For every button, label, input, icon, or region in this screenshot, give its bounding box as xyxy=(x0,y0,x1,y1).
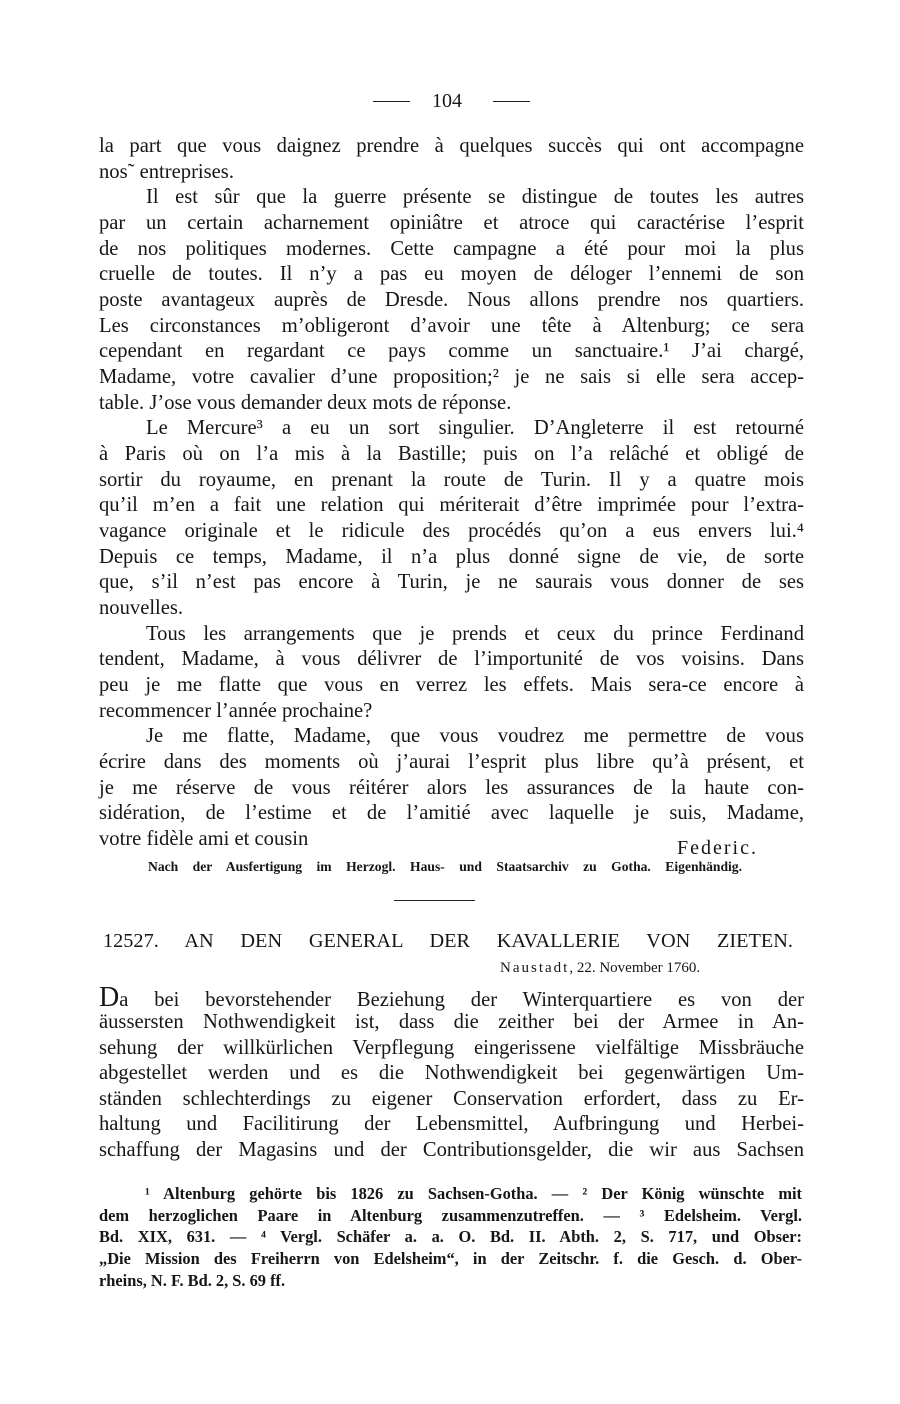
drop-cap: D xyxy=(99,982,120,1013)
page-number: 104 xyxy=(432,90,462,112)
footnote-line: ¹ Altenburg gehörte bis 1826 zu Sachsen-Gotha. — ² Der König wünschte mit xyxy=(145,1184,802,1203)
letter2-heading: 12527. AN DEN GENERAL DER KAVALLERIE VON ZIETEN. xyxy=(103,930,793,952)
letter1-line: sortir du royaume, en prenant la route de Turin. Il y a quatre mois xyxy=(99,469,804,491)
source-note: Nach der Ausfertigung im Herzogl. Haus- und Staatsarchiv zu Gotha. Eigenhändig. xyxy=(148,859,742,874)
letter2-line: abgestellet werden und es die Nothwendigkeit bei gegenwärtigen Um- xyxy=(99,1062,804,1084)
letter1-line: Madame, votre cavalier d’une proposition;² je ne sais si elle sera accep- xyxy=(99,366,804,388)
letter1-line: qu’il m’en a fait une relation qui mériterait d’être imprimée pour l’extra- xyxy=(99,494,804,516)
letter1-line: Depuis ce temps, Madame, il n’a plus donné signe de vie, de sorte xyxy=(99,546,804,568)
letter1-line: Le Mercure³ a eu un sort singulier. D’Angleterre il est retourné xyxy=(146,417,804,439)
letter2-line: haltung und Facilitirung der Lebensmittel, Aufbringung und Herbei- xyxy=(99,1113,804,1135)
footnote-line: Bd. XIX, 631. — ⁴ Vergl. Schäfer a. a. O. Bd. II. Abth. 2, S. 717, und Obser: xyxy=(99,1227,802,1246)
letter1-line: votre fidèle ami et cousin xyxy=(99,828,309,850)
letter1-line: écrire dans des moments où j’aurai l’esprit plus libre qu’à présent, et xyxy=(99,751,804,773)
letter2-dateline xyxy=(500,961,700,976)
letter1-line: recommencer l’année prochaine? xyxy=(99,700,373,722)
letter2-line: sehung der willkürlichen Verpflegung eingerissene vielfältige Missbräuche xyxy=(99,1037,804,1059)
letter1-line: de nos politiques modernes. Cette campagne a été pour moi la plus xyxy=(99,238,804,260)
letter2-line: ständen schlechterdings zu eigener Conservation erfordert, dass zu Er- xyxy=(99,1088,804,1110)
letter1-line: que, s’il n’est pas encore à Turin, je ne saurais vous donner de ses xyxy=(99,571,804,593)
letter1-line: la part que vous daignez prendre à quelques succès qui ont accompagne xyxy=(99,135,804,157)
letter1-line: Tous les arrangements que je prends et ceux du prince Ferdinand xyxy=(146,623,804,645)
footnote-line: rheins, N. F. Bd. 2, S. 69 ff. xyxy=(99,1271,286,1290)
letter1-line: nouvelles. xyxy=(99,597,184,619)
letter1-line: vagance originale et le ridicule des procédés qu’on a eus envers lui.⁴ xyxy=(99,520,804,542)
letter2-line: äussersten Nothwendigkeit ist, dass die zeither bei der Armee in An- xyxy=(99,1011,804,1033)
letter1-line: à Paris où on l’a mis à la Bastille; puis on l’a relâché et obligé de xyxy=(99,443,804,465)
footnote-line: dem herzoglichen Paare in Altenburg zusammenzutreffen. — ³ Edelsheim. Vergl. xyxy=(99,1206,802,1225)
header-rule-right xyxy=(493,101,530,102)
letter1-line: je me réserve de vous réitérer alors les assurances de la haute con- xyxy=(99,777,804,799)
letter2-line: schaffung der Magasins und der Contributionsgelder, die wir aus Sachsen xyxy=(99,1139,804,1161)
letter1-line: Il est sûr que la guerre présente se distingue de toutes les autres xyxy=(146,186,804,208)
signature: Federic. xyxy=(677,837,758,859)
letter2-first-line xyxy=(99,984,804,1012)
header-rule-left xyxy=(373,101,410,102)
letter1-line: tendent, Madame, à vous délivrer de l’importunité de vos voisins. Dans xyxy=(99,648,804,670)
letter1-line: nos˜ entreprises. xyxy=(99,161,234,183)
letter2-place: Naustadt xyxy=(500,960,570,976)
footnote-line: „Die Mission des Freiherrn von Edelsheim“, in der Zeitschr. f. die Gesch. d. Ober- xyxy=(99,1249,802,1268)
letter1-line: Je me flatte, Madame, que vous voudrez me permettre de vous xyxy=(146,725,804,747)
letter1-line: cruelle de toutes. Il n’y a pas eu moyen de déloger l’ennemi de son xyxy=(99,263,804,285)
letter1-line: sidération, de l’estime et de l’amitié avec laquelle je suis, Madame, xyxy=(99,802,804,824)
letter1-line: Les circonstances m’obligeront d’avoir une tête à Altenburg; ce sera xyxy=(99,315,804,337)
letter1-line: cependant en regardant ce pays comme un sanctuaire.¹ J’ai chargé, xyxy=(99,340,804,362)
letter2-first-line-text: a bei bevorstehender Beziehung der Winterquartiere es von der xyxy=(119,989,804,1011)
letter1-line: table. J’ose vous demander deux mots de réponse. xyxy=(99,392,512,414)
letter1-line: par un certain acharnement opiniâtre et atroce qui caractérise l’esprit xyxy=(99,212,804,234)
section-divider xyxy=(394,900,475,901)
letter1-line: poste avantageux auprès de Dresde. Nous allons prendre nos quartiers. xyxy=(99,289,804,311)
letter1-line: peu je me flatte que vous en verrez les effets. Mais sera-ce encore à xyxy=(99,674,804,696)
letter2-date: , 22. November 1760. xyxy=(569,960,701,976)
